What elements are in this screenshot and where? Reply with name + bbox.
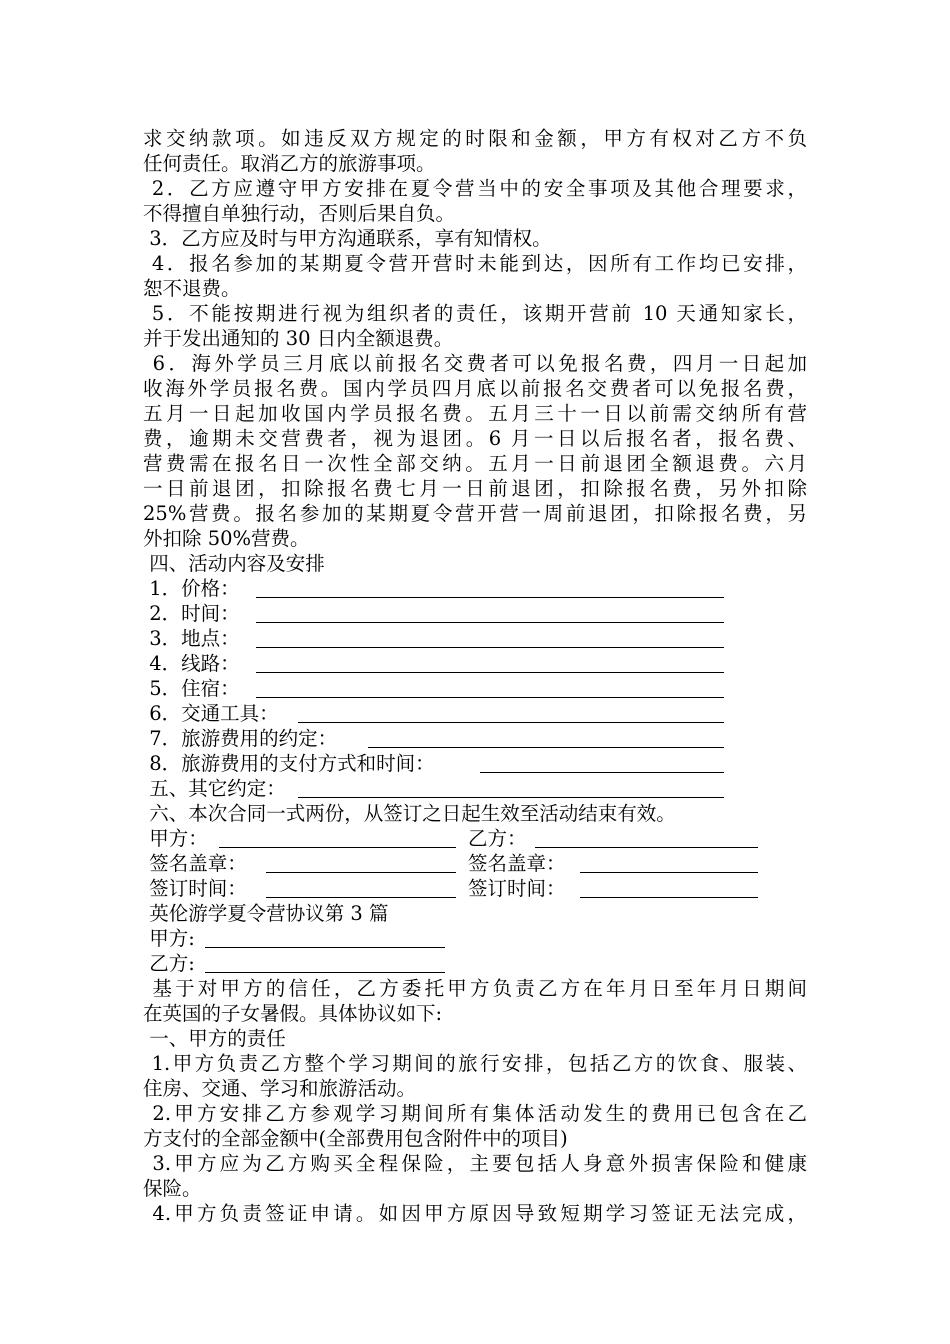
field-label-other: 五、其它约定：: [143, 777, 286, 800]
paragraph-line: 6．海外学员三月底以前报名交费者可以免报名费，四月一日起加: [143, 352, 807, 375]
field-label-price: 1．价格：: [143, 577, 240, 600]
blank-line: [205, 972, 445, 973]
paragraph-line: 收海外学员报名费。国内学员四月底以前报名交费者可以免报名费，: [143, 377, 807, 400]
blank-line: [480, 772, 724, 773]
date-a-label: 签订时间：: [143, 877, 247, 900]
paragraph-line: 方支付的全部金额中(全部费用包含附件中的项目): [143, 1127, 568, 1150]
date-b-label: 签订时间：: [468, 877, 566, 900]
blank-line: [205, 947, 445, 948]
party-b-label: 乙方:: [143, 952, 195, 975]
field-label-lodging: 5．住宿：: [143, 677, 240, 700]
field-label-time: 2．时间：: [143, 602, 240, 625]
blank-line: [298, 797, 724, 798]
paragraph-line: 在英国的子女暑假。具体协议如下:: [143, 1002, 443, 1025]
blank-line: [266, 872, 456, 873]
paragraph-line: 费，逾期未交营费者，视为退团。6 月一日以后报名者，报名费、: [143, 427, 807, 450]
blank-line: [580, 872, 758, 873]
paragraph-line: 求交纳款项。如违反双方规定的时限和金额，甲方有权对乙方不负: [143, 127, 807, 150]
field-label-transport: 6．交通工具：: [143, 702, 279, 725]
field-label-place: 3．地点：: [143, 627, 240, 650]
party-b-label: 乙方：: [468, 827, 527, 850]
blank-line: [266, 897, 456, 898]
seal-b-label: 签名盖章：: [468, 852, 566, 875]
blank-line: [256, 672, 724, 673]
blank-line: [256, 622, 724, 623]
paragraph-line: 任何责任。取消乙方的旅游事项。: [143, 152, 436, 175]
paragraph-line: 恕不退费。: [143, 277, 241, 300]
document-title: 英伦游学夏令营协议第 3 篇: [143, 902, 389, 925]
blank-line: [256, 597, 724, 598]
section-heading: 一、甲方的责任: [143, 1027, 286, 1050]
blank-line: [580, 897, 758, 898]
paragraph-line: 保险。: [143, 1177, 202, 1200]
blank-line: [256, 697, 724, 698]
field-label-route: 4．线路：: [143, 652, 240, 675]
paragraph-line: 住房、交通、学习和旅游活动。: [143, 1077, 417, 1100]
field-label-fee-agreement: 7．旅游费用的约定：: [143, 727, 338, 750]
paragraph-line: 五月一日起加收国内学员报名费。五月三十一日以前需交纳所有营: [143, 402, 807, 425]
paragraph-line: 外扣除 50%营费。: [143, 527, 310, 550]
seal-a-label: 签名盖章：: [143, 852, 247, 875]
paragraph-line: 5．不能按期进行视为组织者的责任，该期开营前 10 天通知家长，: [143, 302, 807, 325]
paragraph-line: 不得擅自单独行动，否则后果自负。: [143, 202, 456, 225]
blank-line: [219, 847, 456, 848]
paragraph-line: 3．乙方应及时与甲方沟通联系，享有知情权。: [143, 227, 552, 250]
section-heading: 六、本次合同一式两份，从签订之日起生效至活动结束有效。: [143, 802, 676, 825]
party-a-label: 甲方：: [143, 827, 208, 850]
blank-line: [256, 647, 724, 648]
section-heading: 四、活动内容及安排: [143, 552, 325, 575]
paragraph-line: 1.甲方负责乙方整个学习期间的旅行安排，包括乙方的饮食、服装、: [143, 1052, 807, 1075]
paragraph-line: 一日前退团，扣除报名费七月一日前退团，扣除报名费，另外扣除: [143, 477, 807, 500]
paragraph-line: 2.甲方安排乙方参观学习期间所有集体活动发生的费用已包含在乙: [143, 1102, 807, 1125]
blank-line: [298, 722, 724, 723]
paragraph-line: 4．报名参加的某期夏令营开营时未能到达，因所有工作均已安排，: [143, 252, 807, 275]
paragraph-line: 4.甲方负责签证申请。如因甲方原因导致短期学习签证无法完成，: [143, 1202, 807, 1225]
paragraph-line: 25%营费。报名参加的某期夏令营开营一周前退团，扣除报名费，另: [143, 502, 807, 525]
paragraph-line: 2．乙方应遵守甲方安排在夏令营当中的安全事项及其他合理要求，: [143, 177, 807, 200]
paragraph-line: 营费需在报名日一次性全部交纳。五月一日前退团全额退费。六月: [143, 452, 807, 475]
paragraph-line: 3.甲方应为乙方购买全程保险，主要包括人身意外损害保险和健康: [143, 1152, 807, 1175]
paragraph-line: 基于对甲方的信任，乙方委托甲方负责乙方在年月日至年月日期间: [143, 977, 807, 1000]
blank-line: [368, 747, 724, 748]
party-a-label: 甲方:: [143, 927, 195, 950]
paragraph-line: 并于发出通知的 30 日内全额退费。: [143, 327, 454, 350]
field-label-payment: 8．旅游费用的支付方式和时间：: [143, 752, 435, 775]
blank-line: [535, 847, 758, 848]
